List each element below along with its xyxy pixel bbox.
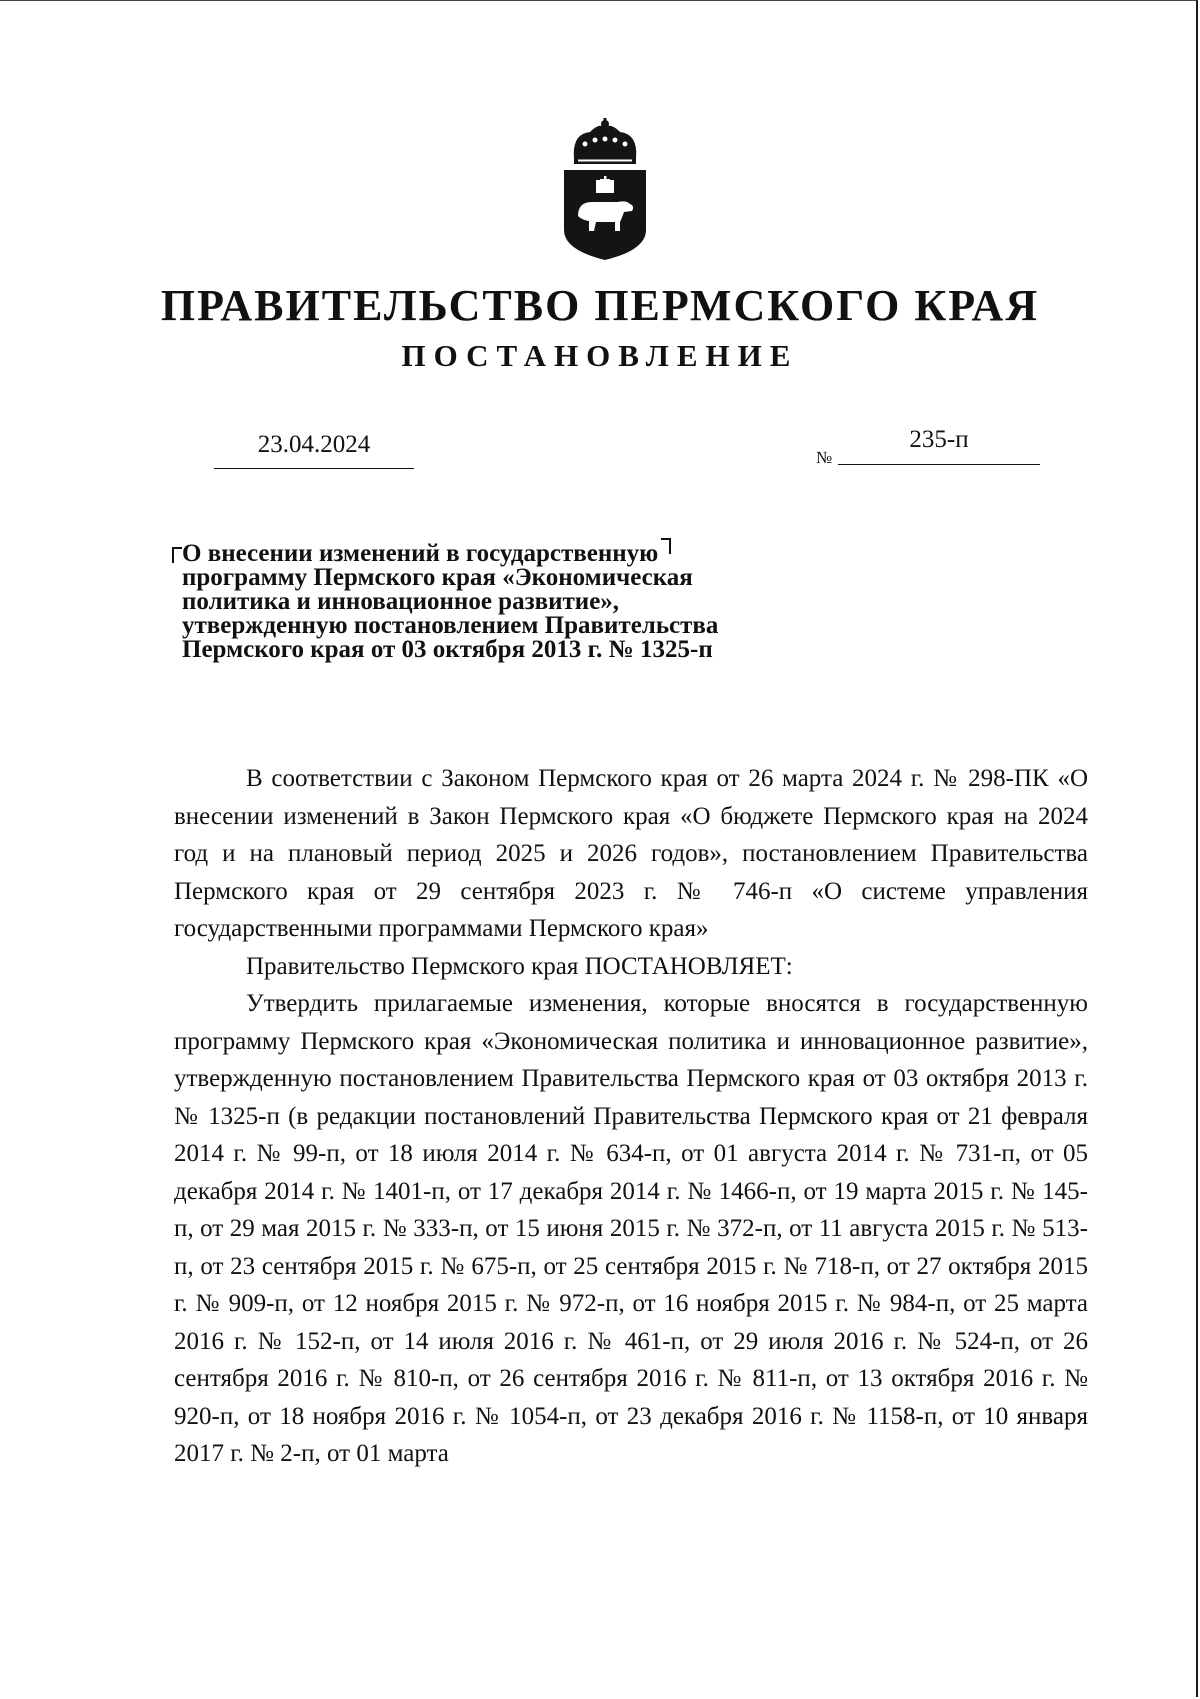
document-number: 235-п [838,420,1040,465]
document-body [174,760,1088,1473]
government-title: ПРАВИТЕЛЬСТВО ПЕРМСКОГО КРАЯ [160,281,1040,330]
subject-line: утвержденную постановлением Правительства [182,612,719,639]
subject-line: программу Пермского края «Экономическая [182,564,693,591]
document-type: ПОСТАНОВЛЕНИЕ [401,338,799,373]
resolution-paragraph: Правительство Пермского края ПОСТАНОВЛЯЕТ: [246,952,793,980]
subject-bracket-left [172,547,182,563]
subject-line: политика и инновационное развитие», [182,588,620,615]
number-sign: № [816,448,833,467]
approval-paragraph: Утвердить прилагаемые изменения, которые вносятся в государственную программу Пермского края «Экономическая политика и инновационное развитие», утвержденную постановлением Правительства Пермского края от 03 октября 2013 г. № 1325-п (в редакции постановлений Правительства Пермского края от 21 февраля 2014 г. № 99-п, от 18 июля 2014 г. № 634-п, от 01 августа 2014 г. № 731-п, от 05 декабря 2014 г. № 1401-п, от 17 декабря 2014 г. № 1466-п, от 19 марта 2015 г. № 145-п, от 29 мая 2015 г. № 333-п, от 15 июня 2015 г. № 372-п, от 11 августа 2015 г. № 513-п, от 23 сентября 2015 г. № 675-п, от 25 сентября 2015 г. № 718-п, от 27 октября 2015 г. № 909-п, от 12 ноября 2015 г. № 972-п, от 16 ноября 2015 г. № 984-п, от 25 марта 2016 г. № 152-п, от 14 июля 2016 г. № 461-п, от 29 июля 2016 г. № 524-п, от 26 сентября 2016 г. № 810-п, от 26 сентября 2016 г. № 811-п, от 13 октября 2016 г. № 920-п, от 18 ноября 2016 г. № 1054-п, от 23 декабря 2016 г. № 1158-п, от 10 января 2017 г. № 2-п, от 01 марта [174,990,1088,1467]
perm-krai-coat-of-arms-icon [560,118,650,260]
subject-line: Пермского края от 03 октября 2013 г. № 1325-п [182,636,713,663]
document-subject [182,542,822,662]
preamble-paragraph: В соответствии с Законом Пермского края от 26 марта 2024 г. № 298-ПК «О внесении изменений в Закон Пермского края «О бюджете Пермского края на 2024 год и на плановый период 2025 и 2026 годов», постановлением Правительства Пермского края от 29 сентября 2023 г. № 746-п «О системе управления государственными программами Пермского края» [174,765,1088,942]
subject-line: О внесении изменений в государственную [182,540,659,567]
document-date: 23.04.2024 [214,428,414,469]
